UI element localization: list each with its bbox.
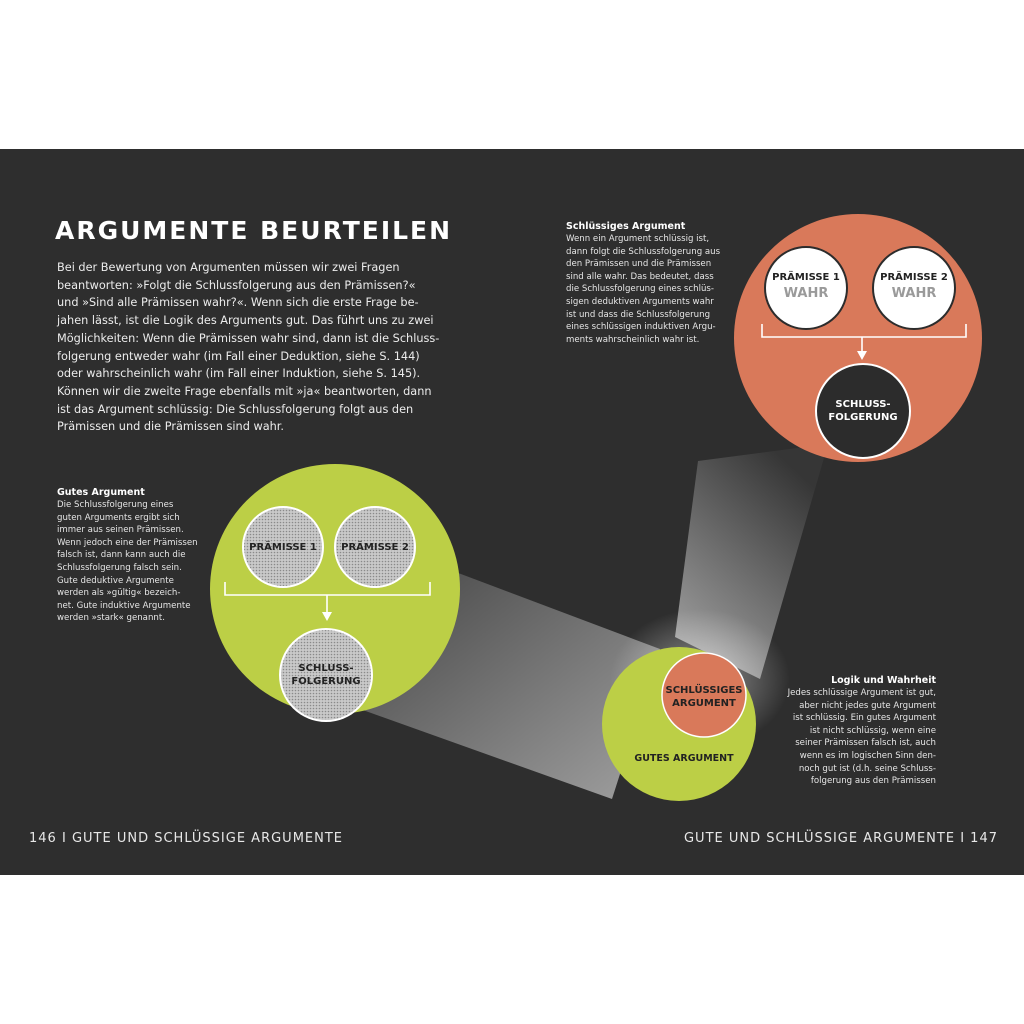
logic-truth-note — [740, 675, 936, 788]
logic-truth-heading: Logik und Wahrheit — [831, 675, 936, 686]
premise-2-true-label: PRÄMISSE 2 WAHR — [874, 271, 954, 304]
page-number-left: 146 — [29, 831, 57, 846]
logic-truth-text: Jedes schlüssige Argument ist gut, aber nicht jedes gute Argument ist schlüssig. Ein gutes Argument ist nicht schlüssig, wenn eine seiner Prämissen falsch ist, auch wenn es im logischen Sinn den- noch gut ist (d.h. seine Schluss- folgerung aus den Prämissen — [787, 688, 936, 787]
conclusion-label: SCHLUSS- FOLGERUNG — [291, 663, 361, 687]
page-number-right: 147 — [970, 831, 998, 846]
premise-1-true-label: PRÄMISSE 1 WAHR — [766, 271, 846, 304]
venn-outer-label: GUTES ARGUMENT — [634, 753, 734, 764]
footer-right: GUTE UND SCHLÜSSIGE ARGUMENTE I 147 — [683, 831, 998, 846]
sound-argument-heading: Schlüssiges Argument — [566, 221, 686, 232]
good-argument-heading: Gutes Argument — [57, 487, 145, 498]
conclusion-dark-label: SCHLUSS- FOLGERUNG — [828, 399, 898, 423]
good-argument-note — [57, 487, 198, 625]
true-label-2: WAHR — [891, 286, 937, 301]
sound-argument-note — [566, 221, 720, 346]
page-title: ARGUMENTE BEURTEILEN — [55, 216, 453, 245]
true-label-1: WAHR — [783, 286, 829, 301]
footer-left: 146 I GUTE UND SCHLÜSSIGE ARGUMENTE — [29, 831, 344, 846]
book-spread — [0, 149, 1024, 875]
sound-argument-text: Wenn ein Argument schlüssig ist, dann folgt die Schlussfolgerung aus den Prämissen und die Prämissen sind alle wahr. Das bedeutet, dass die Schlussfolgerung eines schlüs- sigen deduktiven Arguments wahr ist und dass die Schlussfolgerung eines schlüssigen induktiven Argu- ments wahrscheinlich wahr ist. — [566, 234, 721, 345]
venn-inner-label: SCHLÜSSIGES ARGUMENT — [665, 685, 743, 709]
intro-text: Bei der Bewertung von Argumenten müssen wir zwei Fragen beantworten: »Folgt die Schlussfolgerung aus den Prämissen?« und »Sind alle Prämissen wahr?«. Wenn sich die erste Frage be- jahen lässt, ist die Logik des Arguments gut. Das führt uns zu zwei Möglichkeiten: Wenn die Prämissen wahr sind, dann ist die Schluss- folgerung entweder wahr (im Fall einer Deduktion, siehe S. 144) oder wahrscheinlich wahr (im Fall einer Induktion, siehe S. 145). Können wir die zweite Frage ebenfalls mit »ja« beantworten, dann ist das Argument schlüssig: Die Schlussfolgerung folgt aus den Prämissen und die Prämissen sind wahr. — [57, 261, 440, 434]
premise-2-label: PRÄMISSE 2 — [341, 542, 409, 553]
premise-1-label: PRÄMISSE 1 — [249, 542, 317, 553]
good-argument-text: Die Schlussfolgerung eines guten Arguments ergibt sich immer aus seinen Prämissen. Wenn jedoch eine der Prämissen falsch ist, dann kann auch die Schlussfolgerung falsch sein. Gute deduktive Argumente werden als »gültig« bezeich- net. Gute induktive Argumente werden »stark« genannt. — [57, 500, 198, 624]
